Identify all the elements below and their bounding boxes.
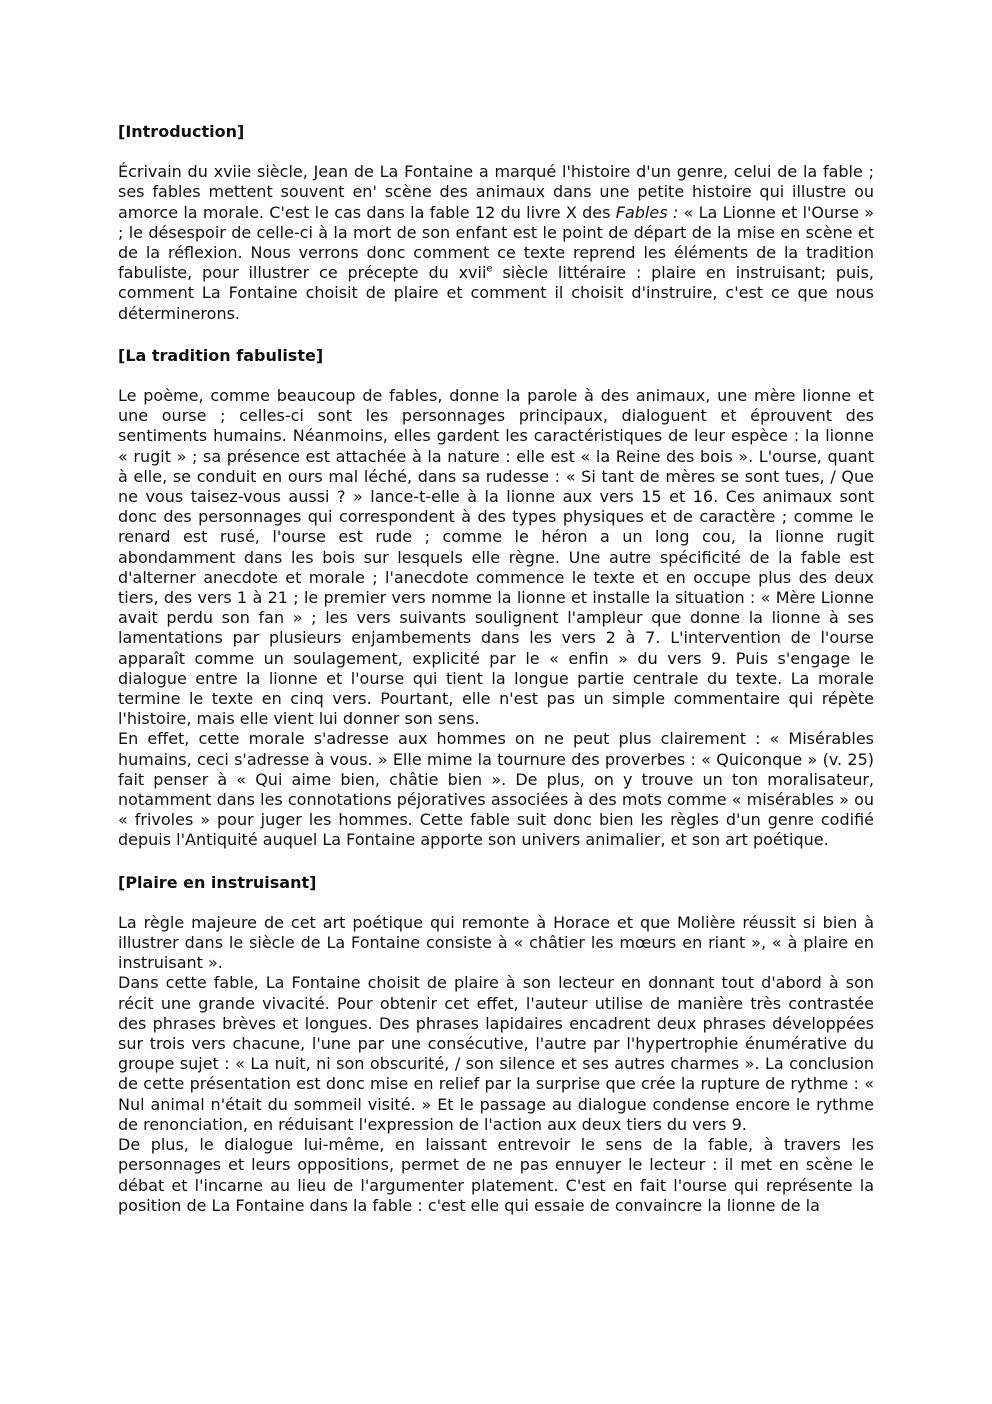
paragraph [118, 1135, 874, 1216]
paragraph [118, 913, 874, 974]
paragraph [118, 386, 874, 729]
section-introduction [118, 122, 874, 324]
text-run: siècle littéraire : plaire en instruisant; puis, comment La Fontaine choisit de plaire et comment il choisit d'instruire, c'est ce que nous déterminerons. [118, 263, 875, 323]
text-run: La règle majeure de cet art poétique qui remonte à Horace et que Molière réussit si bien à illustrer dans le siècle de La Fontaine consiste à « châtier les mœurs en riant », « à plaire en instruisant ». [118, 912, 874, 973]
paragraph [118, 973, 874, 1135]
text-run: Écrivain du xviie siècle, Jean de La Fontaine a marqué l'histoire d'un genre, celui de la fable ; ses fables mettent souvent en' scène des animaux dans une petite histoire qui illustre ou amorce la morale. C'est le cas dans la fable 12 du livre X des [118, 162, 874, 222]
section-tradition-fabuliste [118, 346, 874, 851]
section-heading: [Introduction] [118, 122, 245, 141]
paragraph [118, 162, 874, 324]
text-run: Dans cette fable, La Fontaine choisit de plaire à son lecteur en donnant tout d'abord à son récit une grande vivacité. Pour obtenir cet effet, l'auteur utilise de manière très contrastée des phrases brèves et longues. Des phrases lapidaires encadrent deux phrases développées sur trois vers chacune, l'une par une consécutive, l'autre par l'hypertrophie énumérative du groupe sujet : « La nuit, ni son obscurité, / son silence et ses autres charmes ». La conclusion de cette présentation est donc mise en relief par la surprise que crée la rupture de rythme : « Nul animal n'était du sommeil visité. » Et le passage au dialogue condense encore le rythme de renonciation, en réduisant l'expression de l'action aux deux tiers du vers 9. [118, 973, 874, 1134]
text-run: En effet, cette morale s'adresse aux hommes on ne peut plus clairement : « Misérables humains, ceci s'adresse à vous. » Elle mime la tournure des proverbes : « Quiconque » (v. 25) fait penser à « Qui aime bien, châtie bien ». De plus, on y trouve un ton moralisateur, notamment dans les connotations péjoratives associées à des mots comme « misérables » ou « frivoles » pour juger les hommes. Cette fable suit donc bien les règles d'un genre codifié depuis l'Antiquité auquel La Fontaine apporte son univers animalier, et son art poétique. [118, 729, 874, 850]
text-run: De plus, le dialogue lui-même, en laissant entrevoir le sens de la fable, à travers les personnages et leurs oppositions, permet de ne pas ennuyer le lecteur : il met en scène le débat et l'incarne au lieu de l'argumenter platement. C'est en fait l'ourse qui représente la position de La Fontaine dans la fable : c'est elle qui essaie de convaincre la lionne de la [118, 1135, 874, 1215]
section-heading: [La tradition fabuliste] [118, 345, 324, 365]
section-heading: [Plaire en instruisant] [118, 872, 317, 892]
text-run: « La Lionne et l'Ourse » ; le désespoir de celle-ci à la mort de son enfant est le point de départ de la mise en scène et de la réflexion. Nous verrons donc comment ce texte reprend les éléments de la tradition fabuliste, pour illustrer ce précepte du xvii [118, 202, 874, 283]
section-plaire-en-instruisant [118, 873, 874, 1216]
text-run: Le poème, comme beaucoup de fables, donne la parole à des animaux, une mère lionne et une ourse ; celles-ci sont les personnages principaux, dialoguent et éprouvent des sentiments humains. Néanmoins, elles gardent les caractéristiques de leur espèce : la lionne « rugit » ; sa présence est attachée à la nature : elle est « la Reine des bois ». L'ourse, quant à elle, se conduit en ours mal léché, dans sa rudesse : « Si tant de mères se sont tues, / Que ne vous taisez-vous aussi ? » lance-t-elle à la lionne aux vers 15 et 16. Ces animaux sont donc des personnages qui correspondent à des types physiques et de caractère ; comme le renard est rusé, l'ourse est rude ; comme le héron a un long cou, la lionne rugit abondamment dans les bois sur lesquels elle règne. Une autre spécificité de la fable est d'alterner anecdote et morale ; l'anecdote commence le texte et en occupe plus des deux tiers, des vers 1 à 21 ; le premier vers nomme la lionne et installe la situation : « Mère Lionne avait perdu son fan » ; les vers suivants soulignent l'ampleur que donne la lionne à ses lamentations par plusieurs enjambements dans les vers 2 à 7. L'intervention de l'ourse apparaît comme un soulagement, explicité par le « enfin » du vers 9. Puis s'engage le dialogue entre la lionne et l'ourse qui tient la longue partie centrale du texte. La morale termine le texte en cinq vers. Pourtant, elle n'est pas un simple commentaire qui répète l'histoire, mais elle vient lui donner son sens. [118, 386, 874, 729]
paragraph [118, 729, 874, 850]
document-page [118, 122, 874, 1238]
superscript: e [486, 263, 493, 275]
text-run-italic: Fables : [615, 202, 679, 222]
